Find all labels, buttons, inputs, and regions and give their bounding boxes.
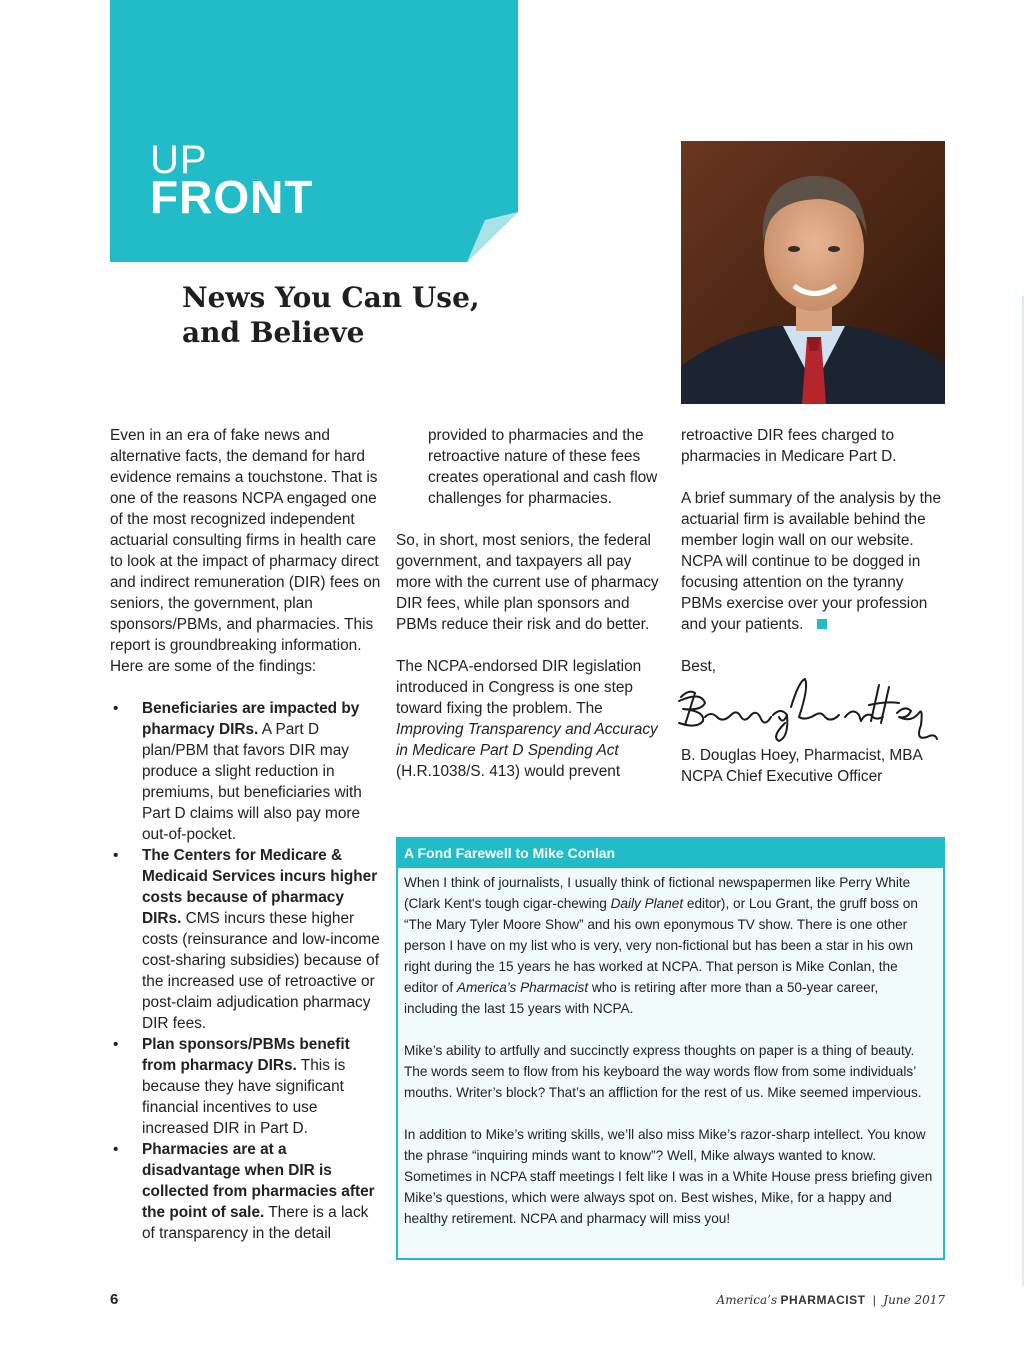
sidebar-text: When I think of journalists, I usually think of fictional newspapermen like Perry White (Clark Kent's tough cigar-chewing	[404, 875, 911, 911]
signature-image	[675, 677, 943, 745]
article-headline	[182, 280, 502, 350]
footer-pub-name-italic: America’s	[716, 1293, 778, 1307]
finding-text: There is a lack of transparency in the detail	[142, 1204, 369, 1242]
legislation-paragraph	[396, 656, 666, 782]
publication-footer	[717, 1293, 945, 1307]
legislation-text: The NCPA-endorsed DIR legislation introduced in Congress is one step toward fixing the problem. The	[396, 658, 642, 717]
findings-list	[110, 698, 382, 1244]
continued-paragraph: retroactive DIR fees charged to pharmacies in Medicare Part D.	[681, 427, 897, 465]
finding-item	[110, 1034, 382, 1139]
closing-paragraph	[681, 488, 945, 635]
end-mark-icon	[817, 619, 827, 629]
summary-paragraph: So, in short, most seniors, the federal government, and taxpayers all pay more with the current use of pharmacy DIR fees, while plan sponsors and PBMs reduce their risk and do better.	[396, 532, 659, 633]
page-number: 6	[110, 1291, 119, 1308]
headline-line-1: News You Can Use,	[182, 281, 480, 314]
sidebar-text: editor), or Lou Grant, the gruff boss on “The Mary Tyler Moore Show” and his own eponymous TV show. There is one other person I have on my list who is very, very non-fictional but has been a star in his own right during the 15 years he has worked at NCPA. That person is Mike Conlan, the editor of	[404, 896, 918, 995]
sidebar-paragraph-3: In addition to Mike’s writing skills, we’ll also miss Mike’s razor-sharp intellect. You know the phrase “inquiring minds want to know”? Well, Mike always wanted to know. Sometimes in NCPA staff meetings I felt like I was in a White House press briefing given Mike’s questions, which were always spot on. Best wishes, Mike, for a happy and healthy retirement. NCPA and pharmacy will miss you!	[404, 1127, 933, 1226]
finding-text: This is because they have significant financial incentives to use increased DIR in Part D.	[142, 1057, 346, 1137]
continued-paragraph: provided to pharmacies and the retroactive nature of these fees creates operational and cash flow challenges for pharmacies.	[428, 427, 658, 507]
sign-off: Best,	[681, 658, 717, 675]
page-fold-corner	[467, 212, 518, 262]
finding-heading: Beneficiaries are impacted by pharmacy DIRs.	[142, 700, 360, 738]
finding-text: A Part D plan/PBM that favors DIR may produce a slight reduction in premiums, but beneficiaries with Part D claims will also pay more out-of-pocket.	[142, 721, 362, 843]
intro-paragraph: Even in an era of fake news and alternative facts, the demand for hard evidence remains a touchstone. That is one of the reasons NCPA engaged one of the most recognized independent actuarial consulting firms in health care to look at the impact of pharmacy direct and indirect remuneration (DIR) fees on seniors, the government, plan sponsors/PBMs, and pharmacies. This report is groundbreaking information. Here are some of the findings:	[110, 427, 381, 675]
finding-item	[110, 698, 382, 845]
headline-line-2: and Believe	[182, 316, 365, 349]
finding-heading: Plan sponsors/PBMs benefit from pharmacy DIRs.	[142, 1036, 350, 1074]
finding-item	[110, 845, 382, 1034]
footer-date: June 2017	[883, 1293, 945, 1307]
finding-heading: The Centers for Medicare & Medicaid Services incurs higher costs because of pharmacy DIRs.	[142, 847, 378, 927]
sidebar-body	[398, 868, 943, 1229]
finding-text: CMS incurs these higher costs (reinsurance and low-income cost-sharing subsidies) because of the increased use of retroactive or post-claim adjudication pharmacy DIR fees.	[142, 910, 380, 1032]
author-portrait-photo	[681, 141, 945, 404]
publication-title: America’s Pharmacist	[456, 980, 589, 995]
closing-paragraph-text: A brief summary of the analysis by the actuarial firm is available behind the member login wall on our website. NCPA will continue to be dogged in focusing attention on the tyranny PBMs exercise over your profession and your patients.	[681, 490, 942, 633]
footer-pub-name-bold: PHARMACIST	[780, 1293, 866, 1307]
article-column-2	[396, 425, 666, 803]
article-column-1	[110, 425, 382, 1244]
finding-item	[110, 1139, 382, 1244]
publication-title: Daily Planet	[610, 896, 684, 911]
section-label-up: UP	[150, 138, 208, 182]
signer-name: B. Douglas Hoey, Pharmacist, MBA	[681, 747, 923, 764]
sidebar-paragraph-1	[404, 872, 935, 1019]
finding-heading: Pharmacies are at a disadvantage when DIR is collected from pharmacies after the point of sale.	[142, 1141, 375, 1221]
sidebar-text: who is retiring after more than a 50-year career, including the last 15 years with NCPA.	[404, 980, 879, 1016]
signer-title: NCPA Chief Executive Officer	[681, 768, 883, 785]
sidebar-title: A Fond Farewell to Mike Conlan	[398, 839, 943, 868]
bill-title: Improving Transparency and Accuracy in Medicare Part D Spending Act	[396, 721, 658, 759]
section-label-front: FRONT	[150, 171, 314, 223]
farewell-sidebar	[396, 837, 945, 1260]
bill-number: (H.R.1038/S. 413) would prevent	[396, 763, 621, 780]
sidebar-paragraph-2: Mike’s ability to artfully and succinctly express thoughts on paper is a thing of beauty. The words seem to flow from his keyboard the way words flow from some individuals’ mouths. Writer’s block? That’s an affliction for the rest of us. Mike seemed impervious.	[404, 1043, 922, 1100]
article-column-3	[681, 425, 945, 787]
footer-separator: |	[872, 1293, 876, 1307]
